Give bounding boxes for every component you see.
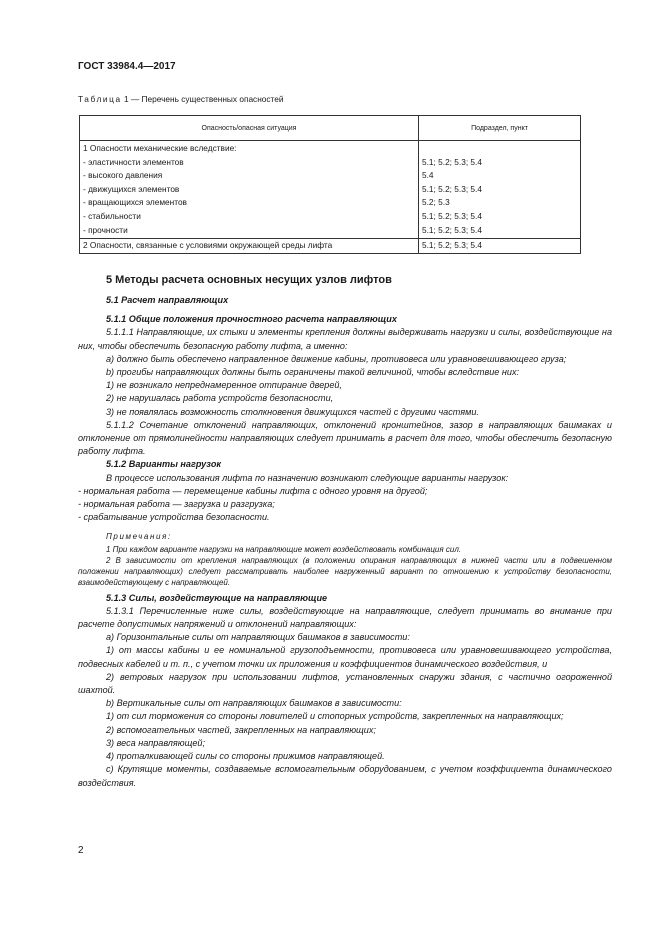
- table-row-group1: [80, 141, 581, 239]
- list-item: - нормальная работа — перемещение кабины лифта с одного уровня на другой;: [78, 485, 428, 496]
- group1-title: 1 Опасности механические вследствие:: [83, 143, 237, 153]
- note: 2 В зависимости от крепления направляющих (в положении опирания направляющих в нижней части или в подвешенном положении направляющих) следует рассматривать наиболее нагруженный вариант по отношению к устройству безопасности, взаимодействующему с направляющей.: [78, 555, 612, 587]
- paragraph: 1) не возникало непреднамеренное отпирание дверей,: [106, 380, 342, 391]
- hazard-label: - движущихся элементов: [83, 183, 180, 194]
- paragraph: 2) не нарушалась работа устройств безопасности,: [106, 393, 334, 404]
- subsection-title-5-1-2: 5.1.2 Варианты нагрузок: [106, 459, 221, 470]
- note: 1 При каждом варианте нагрузки на направляющие может воздействовать комбинация сил.: [106, 544, 462, 554]
- section-ref: 5.2; 5.3: [422, 197, 450, 208]
- paragraph: 4) проталкивающей силы со стороны прижимов направляющей.: [106, 751, 385, 762]
- section-ref: 5.1; 5.2; 5.3; 5.4: [422, 210, 482, 221]
- hazard-label: - прочности: [83, 224, 128, 235]
- notes-heading: Примечания:: [106, 532, 172, 542]
- table-caption-prefix: Таблица: [78, 94, 122, 104]
- subsection-title-5-1: 5.1 Расчет направляющих: [106, 295, 229, 305]
- paragraph: 3) не появлялась возможность столкновения движущихся частей с другими частями.: [106, 406, 479, 417]
- document-code: ГОСТ 33984.4—2017: [78, 61, 176, 72]
- section-ref: 5.4: [422, 170, 434, 181]
- page-number: 2: [78, 845, 84, 856]
- paragraph: 2) ветровых нагрузок при использовании лифтов, установленных снаружи здания, с частично огороженной шахтой.: [78, 671, 612, 696]
- section-title: 5 Методы расчета основных несущих узлов лифтов: [106, 274, 392, 286]
- table-caption: [78, 94, 284, 104]
- section-ref: 5.1; 5.2; 5.3; 5.4: [422, 156, 482, 167]
- subsection-title-5-1-3: 5.1.3 Силы, воздействующие на направляющие: [106, 592, 328, 603]
- paragraph: 5.1.1.2 Сочетание отклонений направляющих, отклонений кронштейнов, зазор в направляющих башмаках и отклонение от прямолинейности направляющих следует принимать в расчет для того, чтобы обеспечить безопасную работу лифта.: [78, 419, 612, 457]
- paragraph: 5.1.1.1 Направляющие, их стыки и элементы крепления должны выдерживать нагрузки и силы, воздействующие на них, чтобы обеспечить безопасную работу лифта, а именно:: [78, 327, 612, 351]
- subsection-title-5-1-1: 5.1.1 Общие положения прочностного расчета направляющих: [106, 314, 397, 325]
- paragraph: c) Крутящие моменты, создаваемые вспомогательным оборудованием, с учетом коэффициента динамического воздействия.: [78, 764, 612, 788]
- paragraph: a) должно быть обеспечено направленное движение кабины, противовеса или уравновешивающего груза;: [106, 353, 567, 364]
- paragraph: b) Вертикальные силы от направляющих башмаков в зависимости:: [106, 698, 402, 709]
- paragraph: 1) от массы кабины и ее номинальной грузоподъемности, противовеса или уравновешивающего устройства, подвесных кабелей и т. п., с учетом точки их приложения и коэффициентов динамического воздействия, и: [78, 645, 612, 669]
- paragraph: 2) вспомогательных частей, закрепленных на направляющих;: [106, 724, 376, 735]
- paragraph: a) Горизонтальные силы от направляющих башмаков в зависимости:: [106, 632, 410, 643]
- hazards-table: [79, 115, 581, 254]
- hazard-label: 2 Опасности, связанные с условиями окружающей среды лифта: [80, 239, 419, 254]
- paragraph: 5.1.3.1 Перечисленные ниже силы, воздействующие на направляющие, следует принимать во внимание при расчете допустимых напряжений и отклонений направляющих:: [78, 605, 612, 630]
- section-ref: 5.1; 5.2; 5.3; 5.4: [422, 224, 482, 235]
- table-header-row: [80, 116, 581, 141]
- paragraph: 1) от сил торможения со стороны ловителей и стопорных устройств, закрепленных на направляющих;: [106, 711, 564, 722]
- hazard-label: - стабильности: [83, 210, 141, 221]
- col-hazard-header: Опасность/опасная ситуация: [80, 116, 419, 141]
- section-5-body: [78, 273, 612, 790]
- group1-labels: [80, 141, 419, 239]
- table-row-group2: [80, 239, 581, 254]
- paragraph: В процессе использования лифта по назначению возникают следующие варианты нагрузок:: [106, 472, 509, 483]
- paragraph: b) прогибы направляющих должны быть ограничены такой величиной, чтобы вследствие них:: [106, 367, 520, 378]
- hazard-label: - эластичности элементов: [83, 156, 184, 167]
- list-item: - срабатывание устройства безопасности.: [78, 512, 270, 523]
- list-item: - нормальная работа — загрузка и разгрузка;: [78, 499, 275, 510]
- group1-refs: [419, 141, 581, 239]
- hazard-label: - высокого давления: [83, 170, 163, 181]
- paragraph: 3) веса направляющей;: [106, 737, 205, 748]
- section-ref: 5.1; 5.2; 5.3; 5.4: [419, 239, 581, 254]
- col-section-header: Подраздел, пункт: [419, 116, 581, 141]
- hazard-label: - вращающихся элементов: [83, 197, 187, 208]
- section-ref: 5.1; 5.2; 5.3; 5.4: [422, 183, 482, 194]
- table-caption-rest: 1 — Перечень существенных опасностей: [121, 94, 284, 104]
